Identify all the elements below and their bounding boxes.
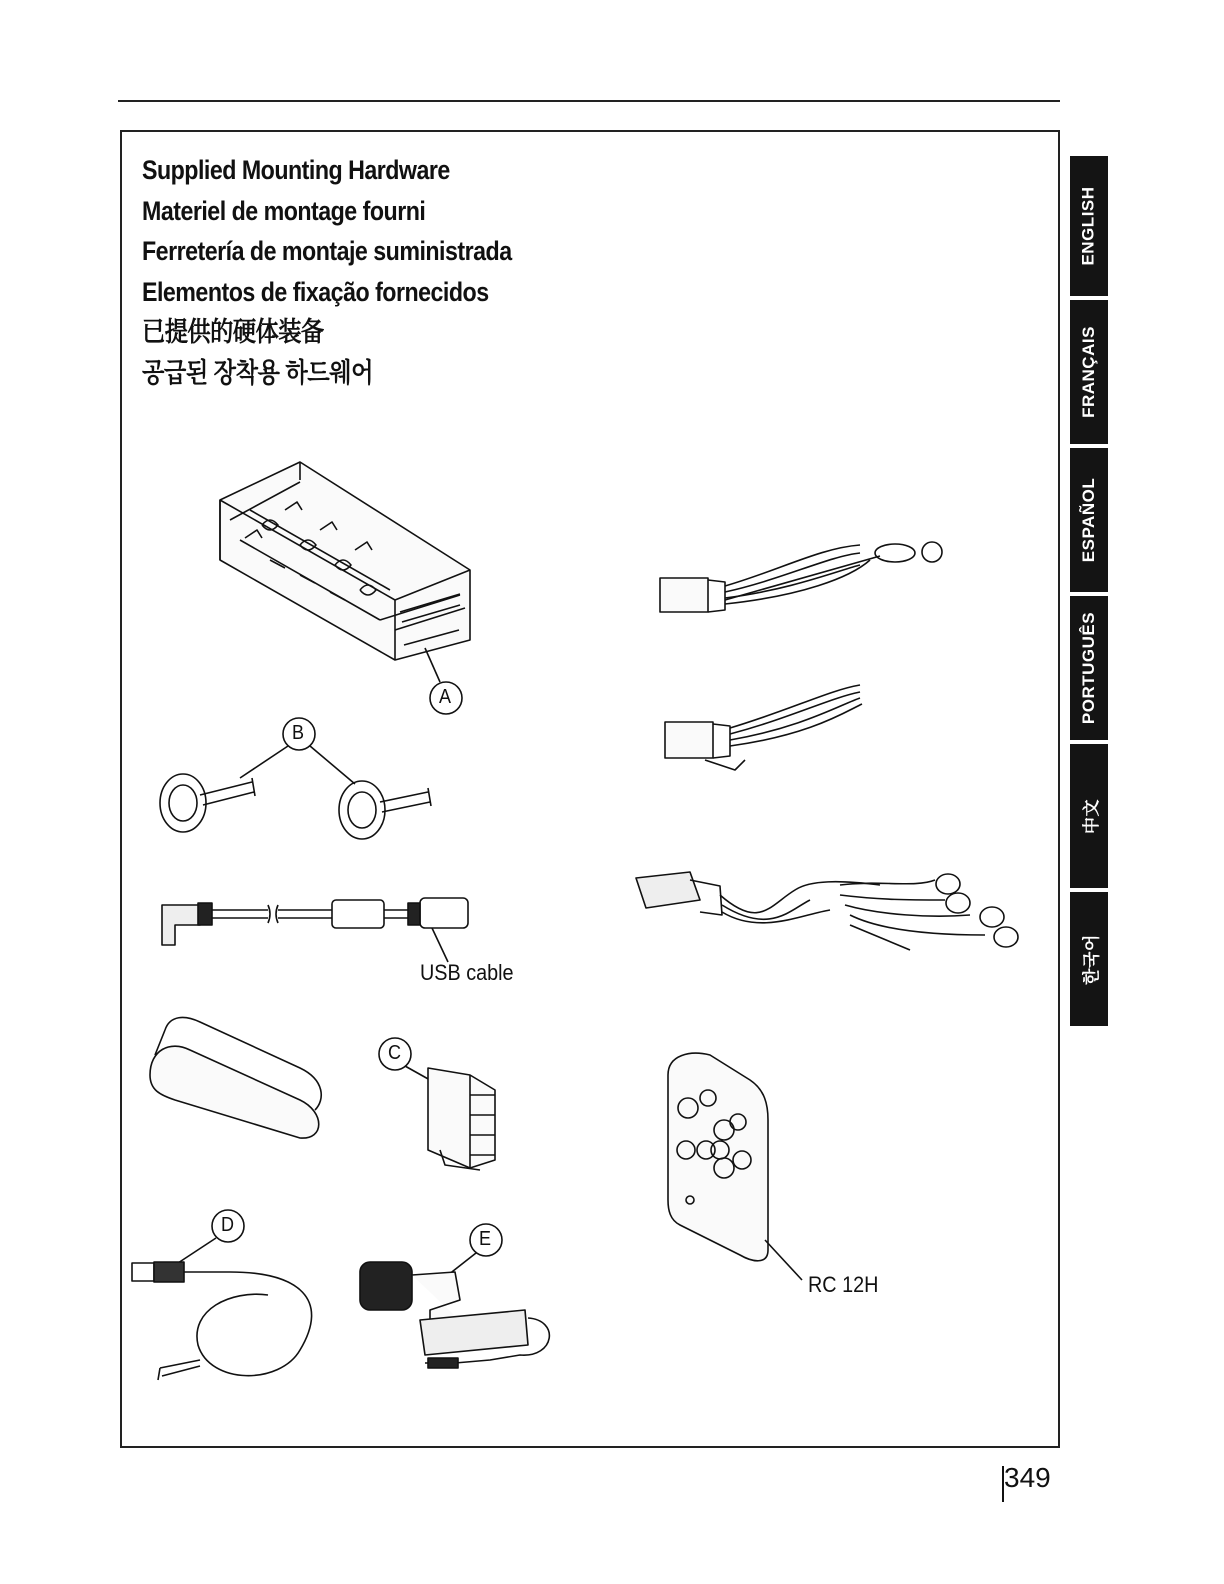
remote-model-label: RC 12H xyxy=(808,1272,879,1297)
usb-cable-illustration xyxy=(162,898,468,962)
tab-chinese[interactable]: 中文 xyxy=(1070,744,1108,888)
title-french: Materiel de montage fourni xyxy=(142,195,426,226)
title-english: Supplied Mounting Hardware xyxy=(142,155,450,185)
case-illustration xyxy=(150,1017,321,1138)
harness-2-illustration xyxy=(665,685,862,770)
page-number: 349 xyxy=(1004,1462,1051,1493)
harness-3-illustration xyxy=(636,872,1018,950)
label-c: C xyxy=(388,1042,402,1064)
title-spanish: Ferretería de montaje suministrada xyxy=(142,236,512,266)
label-d: D xyxy=(221,1214,235,1236)
tab-espanol[interactable]: ESPAÑOL xyxy=(1070,448,1108,592)
usb-cable-label: USB cable xyxy=(420,960,514,985)
label-e: E xyxy=(479,1228,492,1250)
title-chinese: 已提供的硬体装备 xyxy=(142,317,324,347)
tab-francais[interactable]: FRANÇAIS xyxy=(1070,300,1108,444)
title-portuguese: Elementos de fixação fornecidos xyxy=(142,276,489,307)
title-korean: 공급된 장착용 하드웨어 xyxy=(142,357,374,388)
tab-korean[interactable]: 한국어 xyxy=(1070,892,1108,1026)
microphone-e-illustration xyxy=(360,1224,549,1368)
label-b: B xyxy=(292,722,305,744)
remote-control-illustration xyxy=(668,1053,802,1280)
tab-english[interactable]: ENGLISH xyxy=(1070,156,1108,296)
label-a: A xyxy=(439,686,452,708)
harness-1-illustration xyxy=(660,542,942,612)
tab-portugues[interactable]: PORTUGUÊS xyxy=(1070,596,1108,740)
mounting-frame-illustration xyxy=(220,462,470,714)
